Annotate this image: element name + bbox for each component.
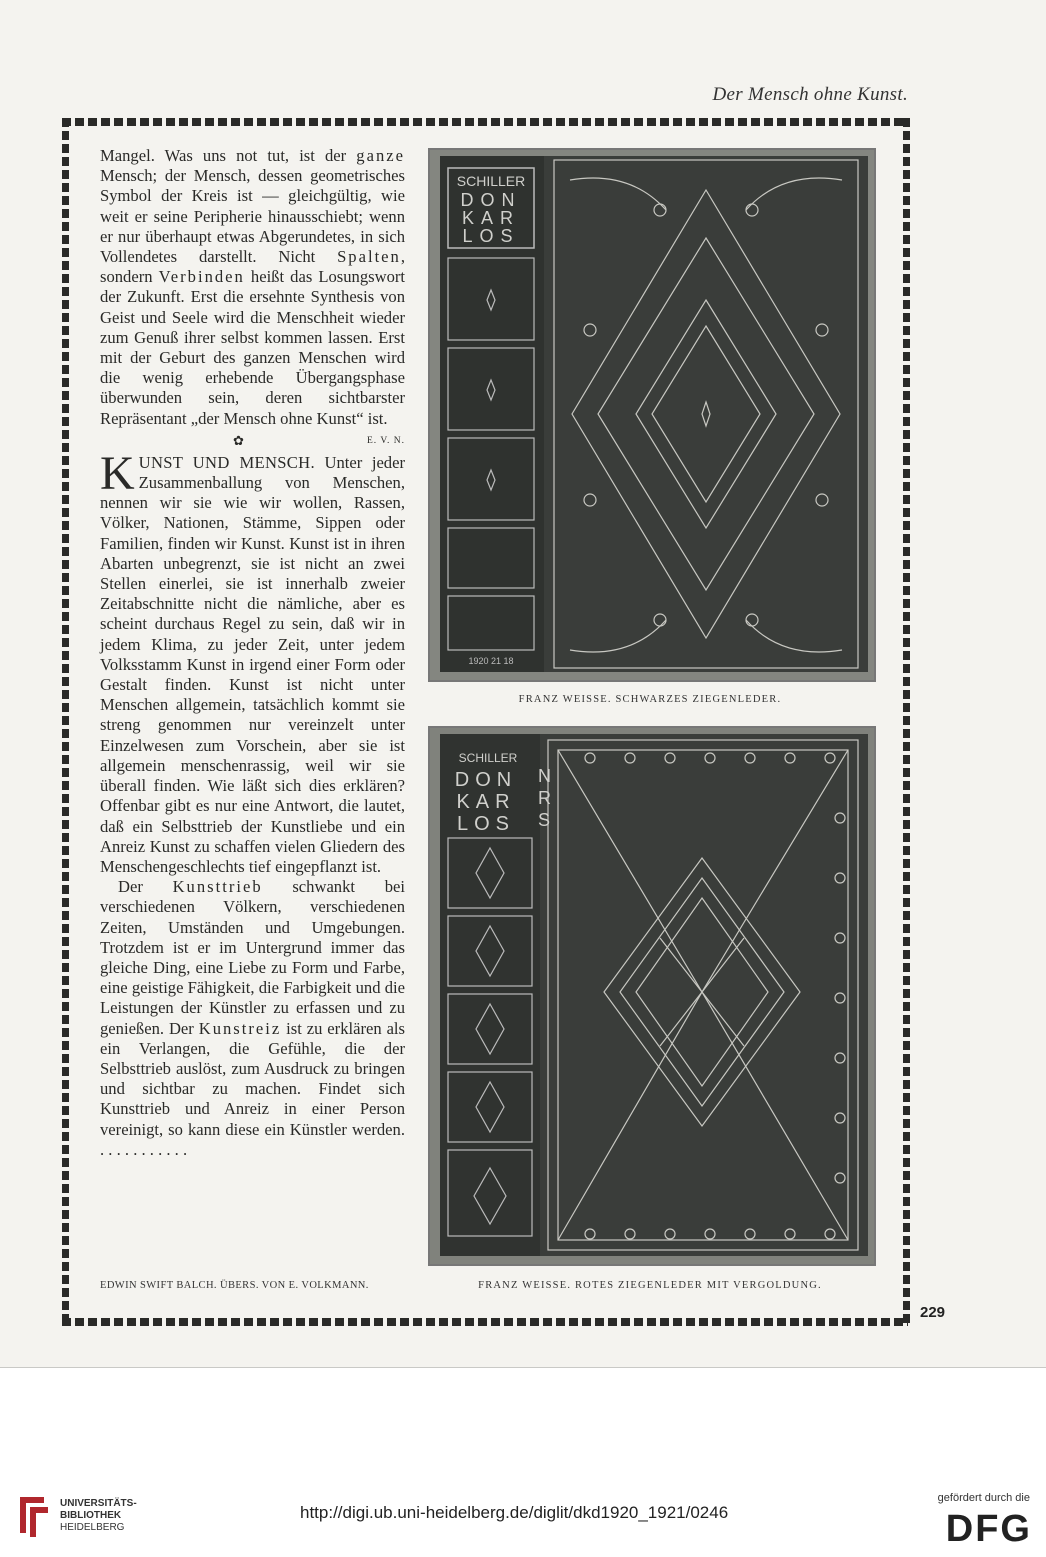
emphasis: Verbinden [158, 267, 245, 287]
spine-year: 1920 21 18 [468, 656, 514, 666]
figure1-caption: FRANZ WEISSE. SCHWARZES ZIEGENLEDER. [518, 694, 782, 705]
spine-right-letter: R [538, 788, 551, 808]
emphasis: ganze [356, 146, 405, 165]
spine-title-line: DON [454, 769, 518, 791]
text-run: Mensch; der Mensch, dessen geometrisches Symbol der Kreis ist — gleichgültig, wie weit er seine Peripherie hinausschiebt; wenn er nur überhaupt etwas Abgerundetes, in sich Vollendetes darstellt. Nicht [100, 166, 405, 267]
article1-signature-row [100, 431, 405, 449]
spine-title-line: KAR [456, 791, 516, 813]
article1-signature: E. V. N. [366, 435, 405, 446]
spine-title-line: SCHILLER [456, 173, 526, 189]
frame-right [903, 118, 910, 1326]
figure2-caption: FRANZ WEISSE. ROTES ZIEGENLEDER MIT VERGOLDUNG. [478, 1280, 822, 1291]
article2-credit: EDWIN SWIFT BALCH. ÜBERS. VON E. VOLKMANN. [100, 1280, 369, 1291]
emphasis: Spalten [337, 247, 401, 267]
library-name [60, 1498, 137, 1534]
library-name-line: UNIVERSITÄTS- [60, 1498, 137, 1509]
page-number: 229 [920, 1304, 946, 1321]
spine-title-line: LOS [456, 813, 516, 835]
spine-right-letter: S [538, 810, 551, 830]
book-binding-2-illustration [430, 728, 874, 1264]
frame-left [62, 118, 69, 1326]
text-run: ist zu erklären als ein Verlangen, die Gefühle, die der Selbsttrieb auslöst, zum Ausdruck zu bringen und sichtbar zu machen. Findet sich Kunsttrieb und Anreiz in einer Person vereinigt, so kann diese ein Künstler werden. . . . . . . . . . . . [100, 1018, 405, 1159]
frame-bottom [62, 1318, 908, 1326]
library-name-line: HEIDELBERG [60, 1522, 125, 1533]
flower-ornament-icon: ✿ [233, 432, 245, 448]
book-photo-1 [428, 148, 876, 682]
emphasis: Kunsttrieb [172, 877, 263, 897]
spine-title-line: SCHILLER [458, 751, 518, 765]
book-binding-1-illustration [430, 150, 874, 680]
library-logo-icon [14, 1493, 52, 1539]
dfg-logo: DFG [945, 1508, 1032, 1550]
spine-title-line: KAR [461, 208, 521, 228]
running-head: Der Mensch ohne Kunst. [712, 84, 908, 105]
text-column [100, 146, 405, 1160]
text-run: schwankt bei verschiedenen Völkern, verschiedenen Zeiten, Umständen und Umgebungen. Trotzdem ist er im Untergrund immer das gleiche Ding, eine Liebe zu Form und Farbe, eine geistige Fähigkeit, die Farbigkeit und die Leistungen der Künstler zu erfassen und zu genießen. Der [100, 877, 405, 1038]
text-run: Der [118, 877, 173, 897]
text-run: Unter jeder Zusammenballung von Menschen, nennen wir sie wie wir wollen, Rassen, Völker, Nationen, Stämme, Sippen oder Familien, finden wir Kunst. Kunst ist in ihren Abarten unbegrenzt, sie ist nicht an zwei Stellen einerlei, sie ist innerhalb zweier Zeitabschnitte nicht die nämliche, aber es scheint durchaus Regel zu sein, daß wir in jedem Klima, zu jeder Zeit, unter jedem Volksstamm Kunst in irgend einer Form oder Gestalt finden. Kunst ist nicht unter Menschen allgemein, tatsächlich kommt sie streng genommen nur vereinzelt unter Einzelwesen zum Vorschein, aber sie ist allgemein menschenrassig, weil wir sie überall finden. Wie läßt sich dies erklären? Offenbar gibt es nur eine Antwort, die lautet, daß ein Selbsttrieb der Kunstliebe und ein Anreiz Kunst zu schaffen vielen Gliedern des Menschengeschlechts tief eingepflanzt ist. [100, 452, 405, 876]
article2-paragraph2 [100, 877, 405, 1160]
dropcap: K [100, 446, 135, 500]
text-run: heißt das Losungswort der Zukunft. Erst die ersehnte Synthesis von Geist und Seele wird die Menschheit wieder zum Genuß ihrer selbst kommen lassen. Erst mit der Geburt des ganzen Menschen wird die wenig erhebende Übergangsphase überwunden sein, deren sichtbarster Repräsentant „der Mensch ohne Kunst“ ist. [100, 267, 406, 428]
source-url[interactable]: http://digi.ub.uni-heidelberg.de/diglit/dkd1920_1921/0246 [300, 1503, 729, 1522]
spine-title-line: LOS [462, 226, 520, 246]
frame-top [62, 118, 908, 126]
spine-title-line: DON [460, 190, 522, 210]
article2-paragraph1 [100, 446, 405, 877]
text-run: , sondern [100, 247, 405, 287]
text-run: Mangel. Was uns not tut, ist der [100, 146, 357, 165]
article2-heading: UNST UND MENSCH. [138, 452, 315, 472]
emphasis: Kunstreiz [198, 1018, 282, 1038]
article1-paragraph [100, 146, 405, 429]
library-name-line: BIBLIOTHEK [60, 1510, 122, 1521]
funded-by-label: gefördert durch die [937, 1492, 1030, 1504]
footer [0, 1368, 1046, 1557]
book-photo-2 [428, 726, 876, 1266]
spine-right-letter: N [538, 766, 551, 786]
